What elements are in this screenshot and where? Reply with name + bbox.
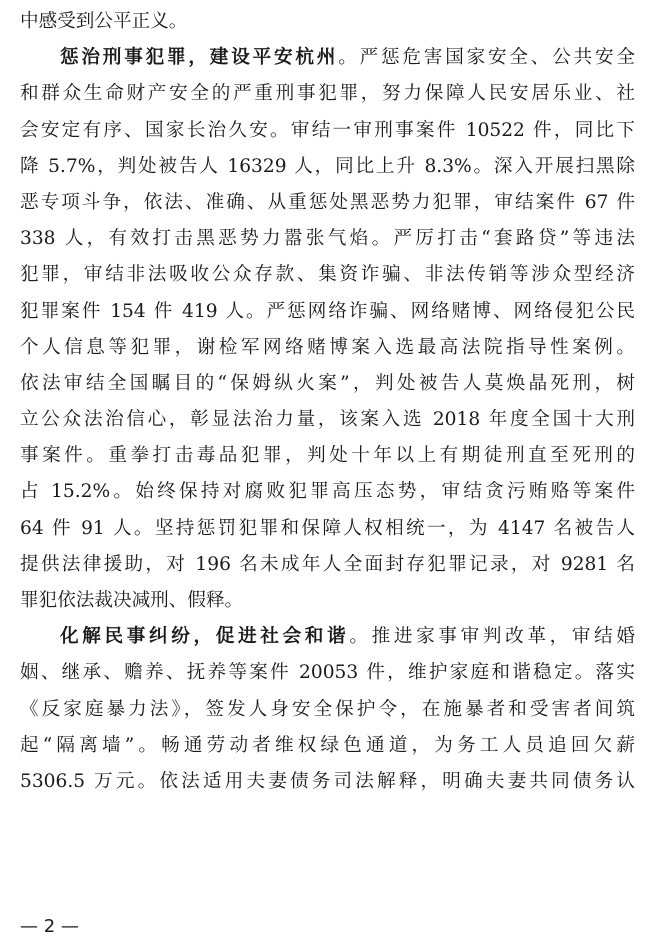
text-line <box>20 221 635 257</box>
text-line <box>20 655 635 691</box>
text-line <box>20 113 635 149</box>
text-line <box>20 547 635 583</box>
text-line <box>20 764 635 800</box>
text-segment: 立公众法治信心，彰显法治力量，该案入选 2018 年度全国十大刑 <box>20 409 635 431</box>
text-line <box>20 728 635 764</box>
text-line <box>20 76 635 112</box>
text-segment: 姻、继承、赡养、抚养等案件 20053 件，维护家庭和谐稳定。落实 <box>20 662 635 684</box>
text-segment: 事案件。重拳打击毒品犯罪，判处十年以上有期徒刑直至死刑的 <box>20 445 635 467</box>
text-line <box>20 511 635 547</box>
paragraph-civil-disputes <box>20 619 635 800</box>
text-segment: 罪犯依法裁决减刑、假释。 <box>20 590 244 611</box>
text-line <box>20 619 635 655</box>
text-segment: 64 件 91 人。坚持惩罚犯罪和保障人权相统一，为 4147 名被告人 <box>20 517 635 539</box>
text-line <box>20 402 635 438</box>
text-segment: 起“隔离墙”。畅通劳动者维权绿色通道，为务工人员追回欠薪 <box>20 734 635 756</box>
text-segment: 个人信息等犯罪，谢检军网络赌博案入选最高法院指导性案例。 <box>20 336 635 358</box>
paragraph-heading: 惩治刑事犯罪，建设平安杭州 <box>60 47 339 69</box>
text-segment: 犯罪，审结非法吸收公众存款、集资诈骗、非法传销等涉众型经济 <box>20 264 635 286</box>
text-line <box>20 474 635 510</box>
text-line <box>20 366 635 402</box>
text-segment: 犯罪案件 154 件 419 人。严惩网络诈骗、网络赌博、网络侵犯公民 <box>20 300 635 322</box>
text-segment: 5306.5 万元。依法适用夫妻债务司法解释，明确夫妻共同债务认 <box>20 770 635 792</box>
text-line <box>20 330 635 366</box>
text-line <box>20 692 635 728</box>
text-segment: 中感受到公平正义。 <box>20 11 188 32</box>
text-segment: 《反家庭暴力法》，签发人身安全保护令，在施暴者和受害者间筑 <box>20 698 635 720</box>
text-segment: 。推进家事审判改革，审结婚 <box>349 626 635 648</box>
page-number: — 2 — <box>20 916 79 937</box>
paragraph-0 <box>20 4 635 40</box>
text-segment: 降 5.7%，判处被告人 16329 人，同比上升 8.3%。深入开展扫黑除 <box>20 155 635 177</box>
text-segment: 提供法律援助，对 196 名未成年人全面封存犯罪记录，对 9281 名 <box>20 553 635 575</box>
text-line <box>20 185 635 221</box>
text-line <box>20 40 635 76</box>
paragraph-criminal-justice <box>20 40 635 619</box>
text-segment: 。严惩危害国家安全、公共安全 <box>338 47 635 69</box>
document-page <box>20 4 635 800</box>
text-segment: 占 15.2%。始终保持对腐败犯罪高压态势，审结贪污贿赂等案件 <box>20 481 635 503</box>
text-line <box>20 149 635 185</box>
text-segment: 会安定有序、国家长治久安。审结一审刑事案件 10522 件，同比下 <box>20 119 635 141</box>
text-line <box>20 583 635 619</box>
text-line <box>20 4 635 40</box>
text-segment: 恶专项斗争，依法、准确、从重惩处黑恶势力犯罪，审结案件 67 件 <box>20 191 635 213</box>
text-segment: 338 人，有效打击黑恶势力嚣张气焰。严厉打击“套路贷”等违法 <box>20 228 635 250</box>
text-segment: 和群众生命财产安全的严重刑事犯罪，努力保障人民安居乐业、社 <box>20 83 635 105</box>
text-segment: 依法审结全国瞩目的“保姆纵火案”，判处被告人莫焕晶死刑，树 <box>20 372 635 394</box>
paragraph-heading: 化解民事纠纷，促进社会和谐 <box>60 626 350 648</box>
text-line <box>20 294 635 330</box>
text-line <box>20 438 635 474</box>
text-line <box>20 257 635 293</box>
